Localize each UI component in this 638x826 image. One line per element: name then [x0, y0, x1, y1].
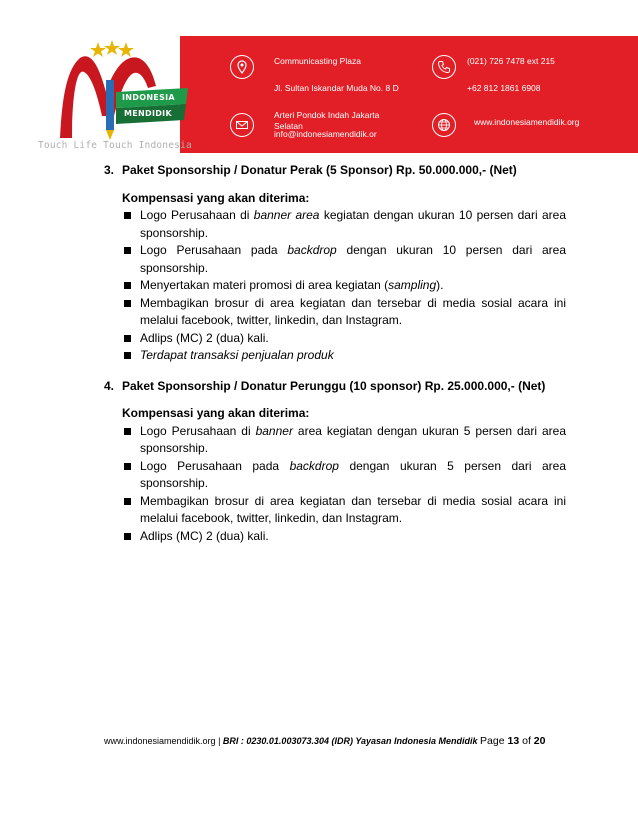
section-perak — [104, 162, 566, 365]
list-item: Menyertakan materi promosi di area kegiatan (sampling). — [122, 277, 566, 295]
list-item: Membagikan brosur di area kegiatan dan tersebar di media sosial acara ini melalui facebook, twitter, linkedin, dan Instagram. — [122, 493, 566, 528]
compensation-list — [122, 207, 566, 365]
compensation-heading: Kompensasi yang akan diterima: — [122, 406, 310, 420]
logo-tagline: Touch Life Touch Indonesia — [38, 140, 192, 151]
logo-text-mendidik: MENDIDIK — [124, 109, 172, 118]
section-title-text: Paket Sponsorship / Donatur Perak (5 Sponsor) Rp. 50.000.000,- (Net) — [122, 163, 517, 177]
compensation-list — [122, 423, 566, 546]
list-item: Logo Perusahaan pada backdrop dengan ukuran 10 persen dari area sponsorship. — [122, 242, 566, 277]
list-item: Logo Perusahaan di banner area kegiatan dengan ukuran 10 persen dari area sponsorship. — [122, 207, 566, 242]
address-line-3: Arteri Pondok Indah Jakarta — [274, 110, 380, 120]
address-line-2: Jl. Sultan Iskandar Muda No. 8 D — [274, 83, 399, 93]
logo-text-indonesia: INDONESIA — [122, 93, 175, 102]
list-item: Adlips (MC) 2 (dua) kali. — [122, 330, 566, 348]
phone-2-text: +62 812 1861 6908 — [467, 83, 541, 93]
list-item: Membagikan brosur di area kegiatan dan tersebar di media sosial acara ini melalui facebook, twitter, linkedin, dan Instagram. — [122, 295, 566, 330]
indonesia-mendidik-logo — [52, 40, 192, 144]
section-number: 4. — [104, 378, 115, 393]
section-title — [104, 162, 566, 180]
section-number: 3. — [104, 163, 115, 177]
email-text[interactable]: info@indonesiamendidik.or — [274, 129, 377, 139]
mail-icon — [230, 113, 254, 137]
header-band — [180, 36, 638, 153]
globe-icon — [432, 113, 456, 137]
section-title — [104, 378, 566, 396]
website-text[interactable]: www.indonesiamendidik.org — [474, 117, 580, 127]
list-item: Logo Perusahaan di banner area kegiatan dengan ukuran 5 persen dari area sponsorship. — [122, 423, 566, 458]
section-perunggu — [104, 378, 566, 546]
address-line-4: Selatan — [274, 121, 303, 131]
phone-1-text: (021) 726 7478 ext 215 — [467, 56, 555, 66]
list-item: Logo Perusahaan pada backdrop dengan ukuran 5 persen dari area sponsorship. — [122, 458, 566, 493]
list-item: Terdapat transaksi penjualan produk — [122, 347, 566, 365]
compensation-heading: Kompensasi yang akan diterima: — [122, 190, 310, 205]
footer-website[interactable]: www.indonesiamendidik.org — [104, 736, 216, 746]
document-body — [104, 162, 566, 545]
address-line-1: Communicasting Plaza — [274, 56, 361, 66]
section-title-text: Paket Sponsorship / Donatur Perunggu (10 sponsor) Rp. 25.000.000,- (Net) — [122, 378, 546, 393]
list-item: Adlips (MC) 2 (dua) kali. — [122, 528, 566, 546]
phone-icon — [432, 55, 456, 79]
location-pin-icon — [230, 55, 254, 79]
page-number: Page 13 of 20 — [480, 735, 546, 747]
footer-separator: | — [215, 736, 223, 746]
footer-bank-account: BRI : 0230.01.003073.304 (IDR) Yayasan Indonesia Mendidik — [222, 736, 478, 746]
page-footer — [104, 735, 545, 747]
